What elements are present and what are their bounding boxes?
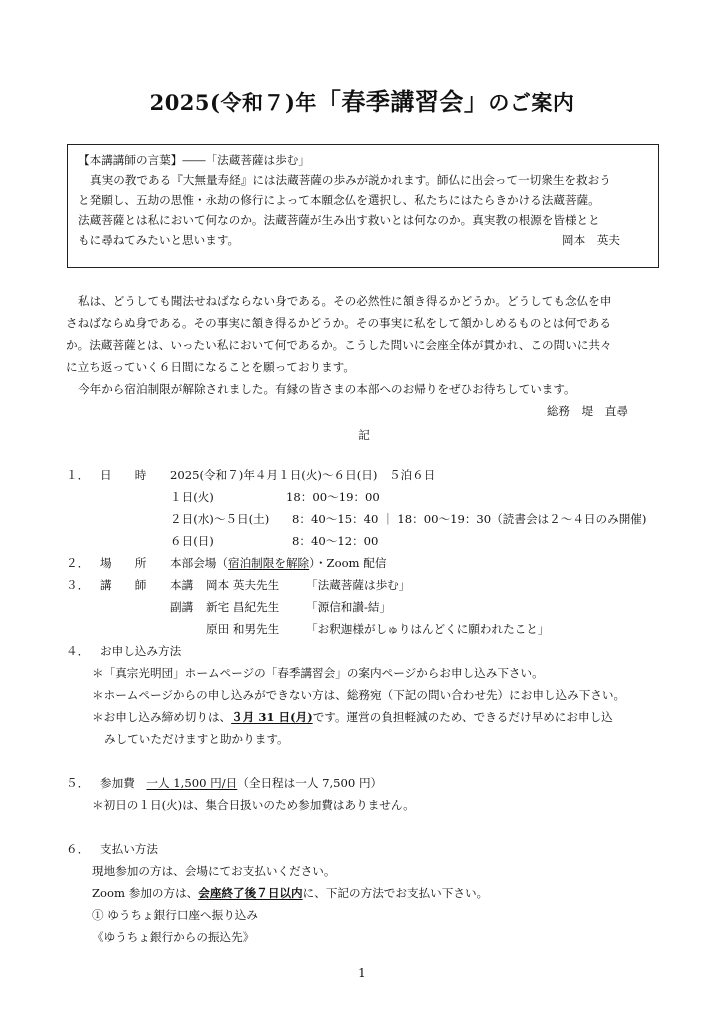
lecturer-name: 新宅 昌紀先生 bbox=[206, 600, 280, 614]
lecturer-topic: 「源信和讃-結」 bbox=[306, 600, 392, 614]
section-number: ４． bbox=[66, 644, 90, 658]
application-note: ＊ホームページからの申し込みができない方は、総務宛（下記の問い合わせ先）にお申し込み下さい。 bbox=[92, 688, 626, 702]
section-number: １． bbox=[66, 468, 90, 482]
section-lecturers bbox=[66, 577, 410, 593]
lecturer-box-signature: 岡本 英夫 bbox=[562, 233, 620, 247]
deadline-suffix: です。運営の負担軽減のため、できるだけ早めにお申し込 bbox=[312, 710, 613, 724]
fee-amount: 一人 1,500 円/日 bbox=[146, 776, 238, 790]
venue-suffix: ）・Zoom 配信 bbox=[309, 556, 387, 570]
lecturer-name: 岡本 英夫先生 bbox=[206, 578, 280, 592]
lecturer-topic: 「お釈迦様がしゅりはんどくに願われたこと」 bbox=[306, 622, 550, 636]
intro-line: に立ち返っていく６日間になることを願っております。 bbox=[66, 360, 355, 374]
schedule-time: 8：40～12：00 bbox=[292, 534, 379, 548]
payment-option: ① ゆうちょ銀行口座へ振り込み bbox=[92, 908, 258, 922]
lecturer-box-line: と発願し、五劫の思惟・永劫の修行によって本願念仏を選択し、私たちにはたらきかける法蔵菩薩。 bbox=[78, 193, 600, 207]
section-number: ３． bbox=[66, 578, 90, 592]
page-number: 1 bbox=[358, 966, 366, 980]
payment-line: 現地参加の方は、会場にてお支払いください。 bbox=[92, 864, 336, 878]
lecturer-role: 本講 bbox=[170, 578, 194, 592]
lecturer-box-line: 真実の教である『大無量寿経』には法蔵菩薩の歩みが説かれます。師仏に出会って一切衆生を救おう bbox=[90, 173, 611, 187]
lecturer-topic: 「法蔵菩薩は歩む」 bbox=[306, 578, 411, 592]
schedule-time: 8：40～15：40 ｜ 18：00～19：30（読書会は２～４日のみ開催) bbox=[292, 512, 647, 526]
lecturer-box-line: もに尋ねてみたいと思います。 bbox=[78, 233, 240, 247]
lecturer-row bbox=[170, 599, 391, 615]
lecturer-box-heading: 【本講講師の言葉】――「法蔵菩薩は歩む」 bbox=[78, 153, 310, 167]
lecturer-name: 原田 和男先生 bbox=[206, 622, 280, 636]
section-schedule bbox=[66, 467, 435, 483]
intro-text bbox=[66, 290, 662, 446]
section-label: 講 師 bbox=[100, 578, 147, 592]
payment-line-suffix: に、下記の方法でお支払い下さい。 bbox=[302, 886, 489, 900]
lecturer-message-box bbox=[67, 144, 659, 268]
schedule-day-row bbox=[170, 489, 380, 505]
section-number: ２． bbox=[66, 556, 90, 570]
intro-line: か。法蔵菩薩とは、いったい私において何であるか。こうした問いに会座全体が貫かれ、この問いに共々 bbox=[66, 338, 612, 352]
schedule-day-row bbox=[170, 511, 646, 527]
schedule-day: ６日(日) bbox=[170, 534, 214, 548]
application-note-cont: みしていただけますと助かります。 bbox=[104, 732, 289, 746]
payment-line-prefix: Zoom 参加の方は、 bbox=[92, 886, 199, 900]
payment-deadline: 会座終了後７日以内 bbox=[198, 886, 303, 900]
lecturer-box-line: 法蔵菩薩とは私において何なのか。法蔵菩薩が生み出す救いとは何なのか。真実教の根源を皆様とと bbox=[78, 213, 600, 227]
section-number: ６． bbox=[66, 842, 90, 856]
intro-line: 今年から宿泊制限が解除されました。有縁の皆さまの本部へのお帰りをぜひお待ちしています。 bbox=[78, 382, 576, 396]
fee-note: ＊初日の１日(火)は、集合日扱いのため参加費はありません。 bbox=[92, 798, 415, 812]
lecturer-role: 副講 bbox=[170, 600, 194, 614]
venue-highlight: 宿泊制限を解除 bbox=[227, 556, 310, 570]
schedule-day-row bbox=[170, 533, 378, 549]
page-title bbox=[0, 82, 724, 117]
schedule-time: 18：00～19：00 bbox=[286, 490, 380, 504]
title-suffix: のご案内 bbox=[488, 90, 575, 115]
venue-prefix: 本部会場（ bbox=[170, 556, 228, 570]
intro-line: 私は、どうしても聞法せねばならない身である。その必然性に頷き得るかどうか。どうしても念仏を申 bbox=[78, 294, 612, 308]
schedule-day: １日(火) bbox=[170, 490, 214, 504]
section-label: 場 所 bbox=[100, 556, 147, 570]
application-note bbox=[92, 709, 613, 725]
section-fee bbox=[66, 775, 382, 791]
section-number: ５． bbox=[66, 776, 90, 790]
payment-option-sub: 《ゆうちょ銀行からの振込先》 bbox=[92, 930, 255, 944]
intro-line: さねばならぬ身である。その事実に頷き得るかどうか。その事実に私をして頷かしめるものとは何である bbox=[66, 316, 611, 330]
deadline-date: ３月 31 日(月) bbox=[231, 710, 313, 724]
payment-line bbox=[92, 885, 488, 901]
section-payment bbox=[66, 841, 158, 857]
schedule-summary: 2025(令和７)年４月１日(火)～６日(日) ５泊６日 bbox=[170, 468, 436, 482]
ki-mark: 記 bbox=[358, 428, 370, 442]
section-label: 参加費 bbox=[100, 776, 135, 790]
section-label: 支払い方法 bbox=[100, 842, 158, 856]
title-prefix: 2025(令和７)年 bbox=[149, 90, 317, 115]
lecturer-row bbox=[170, 621, 549, 637]
section-label: お申し込み方法 bbox=[100, 644, 182, 658]
title-main: 「春季講習会」 bbox=[316, 87, 489, 116]
section-application bbox=[66, 643, 181, 659]
section-venue bbox=[66, 555, 386, 571]
fee-full: （全日程は一人 7,500 円） bbox=[237, 776, 383, 790]
section-label: 日 時 bbox=[100, 468, 147, 482]
deadline-prefix: ＊お申し込み締め切りは、 bbox=[92, 710, 232, 724]
intro-signature: 総務 堤 直尋 bbox=[546, 404, 628, 418]
schedule-day: ２日(水)～５日(土) bbox=[170, 512, 270, 526]
application-note: ＊「真宗光明団」ホームページの「春季講習会」の案内ページからお申し込み下さい。 bbox=[92, 666, 544, 680]
